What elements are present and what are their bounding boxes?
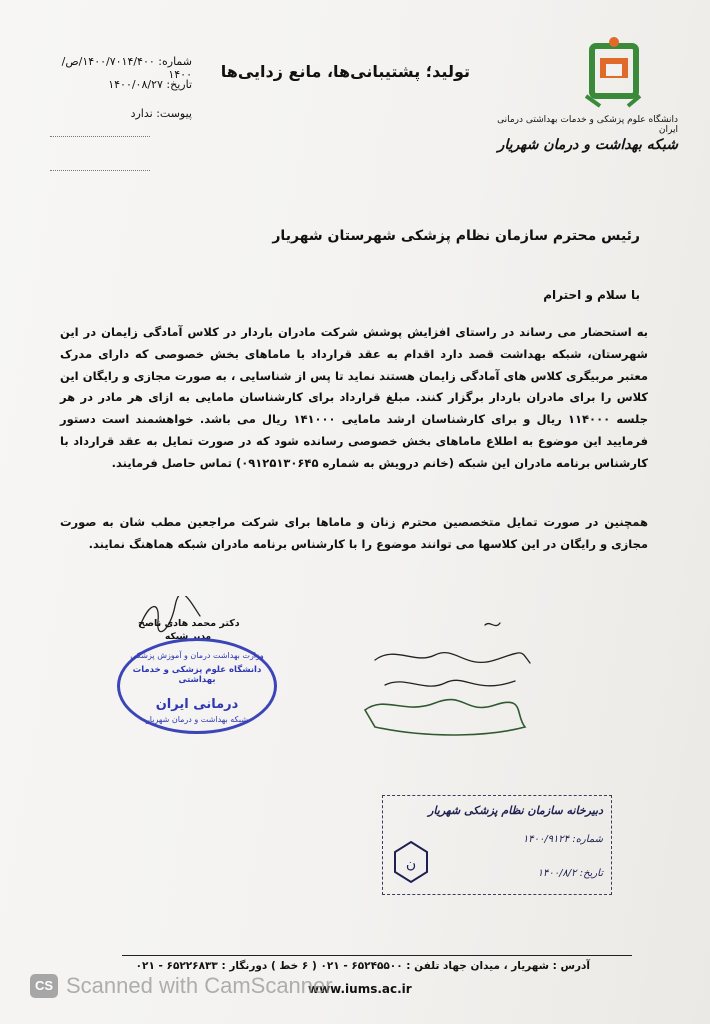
signature-scribble-icon bbox=[130, 596, 210, 636]
registry-stamp bbox=[382, 795, 612, 895]
footer-divider bbox=[122, 955, 632, 956]
seal-line-2: درمانی ایران bbox=[155, 697, 239, 712]
camscanner-logo-icon: CS bbox=[30, 974, 58, 998]
footer-website: www.iums.ac.ir bbox=[308, 982, 412, 996]
registry-title: دبیرخانه سازمان نظام پزشکی شهریار bbox=[428, 804, 603, 817]
footer-address: آدرس : شهریار ، میدان جهاد تلفن : ۶۵۲۴۵۵۰۰ - ۰۲۱ ( ۶ خط ) دورنگار : ۶۵۲۲۶۸۳۳ - ۰۲۱ bbox=[135, 960, 590, 972]
attachment-rule bbox=[50, 170, 150, 171]
letter-date bbox=[52, 78, 192, 91]
org-name-line1: دانشگاه علوم پزشکی و خدمات بهداشتی درمانی ایران bbox=[497, 115, 678, 135]
seal-line-1: دانشگاه علوم پزشکی و خدمات بهداشتی bbox=[132, 665, 262, 685]
letter-attachment bbox=[52, 107, 192, 120]
attachment-value: ندارد bbox=[130, 107, 153, 120]
paragraph-1: به استحضار می رساند در راستای افزایش پوشش شرکت مادران باردار در کلاس آمادگی زایمان در این شهرستان، شبکه بهداشت قصد دارد اقدام به عقد قرارداد با ماماهای بخش خصوصی که دارای مدرک معتبر مربیگری کلاس های آمادگی زایمان هستند نماید تا پس از شناسایی ، به صورت مجازی و رایگان این کلاس را برای مادران باردار برگزار کنند. مبلغ قرارداد برای کارشناسان مامایی به ازای هر مادر در هر جلسه ۱۱۴۰۰۰ ریال و برای کارشناسان ارشد مامایی ۱۴۱۰۰۰ ریال می باشد. خواهشمند است دستور فرمایید این موضوع به اطلاع ماماهای بخش خصوصی رسانده شود که در صورت تمایل به عقد قرارداد با کارشناس برنامه مادران این شبکه (خانم درویش به شماره ۰۹۱۲۵۱۳۰۶۴۵) تماس حاصل فرمایند. bbox=[60, 325, 648, 470]
university-logo-icon bbox=[580, 36, 650, 111]
letter-number-value: ۱۴۰۰/۷۰۱۴/۴۰۰/ص/۱۴۰۰ bbox=[61, 55, 192, 81]
letter-number-label: شماره: bbox=[158, 55, 192, 68]
registry-emblem-icon bbox=[393, 840, 429, 884]
seal-line-3: شبکه بهداشت و درمان شهریار bbox=[145, 715, 249, 724]
registry-number: شماره: ۱۴۰۰/۹۱۲۴ bbox=[522, 834, 603, 845]
signatory-name: دکتر محمد هادی ناصح bbox=[138, 618, 240, 629]
slogan: تولید؛ پشتیبانی‌ها، مانع زدایی‌ها bbox=[220, 62, 470, 81]
attachment-label: پیوست: bbox=[156, 107, 192, 120]
official-seal bbox=[117, 638, 277, 734]
handwritten-note-icon bbox=[345, 615, 545, 765]
letter-date-label: تاریخ: bbox=[166, 78, 192, 91]
seal-line-0: وزارت بهداشت درمان و آموزش پزشکی bbox=[130, 651, 264, 660]
recipient: رئیس محترم سازمان نظام پزشکی شهرستان شهریار bbox=[272, 228, 640, 244]
salutation: با سلام و احترام bbox=[543, 288, 640, 302]
date-rule bbox=[50, 136, 150, 137]
org-name-line2: شبکه بهداشت و درمان شهریار bbox=[497, 137, 678, 153]
scanner-watermark: Scanned with CamScanner bbox=[66, 973, 333, 998]
svg-text:ن: ن bbox=[405, 856, 417, 872]
paragraph-2: همچنین در صورت تمایل متخصصین محترم زنان و ماماها برای شرکت مراجعین مطب شان به صورت مجازی و رایگان در این کلاسها می توانند موضوع را با کارشناس برنامه مادران شبکه هماهنگ نمایند. bbox=[60, 515, 648, 551]
letter-date-value: ۱۴۰۰/۰۸/۲۷ bbox=[108, 78, 163, 91]
signatory-title: مدیر شبکه bbox=[165, 632, 212, 642]
registry-date: تاریخ: ۱۴۰۰/۸/۲ bbox=[537, 868, 603, 879]
